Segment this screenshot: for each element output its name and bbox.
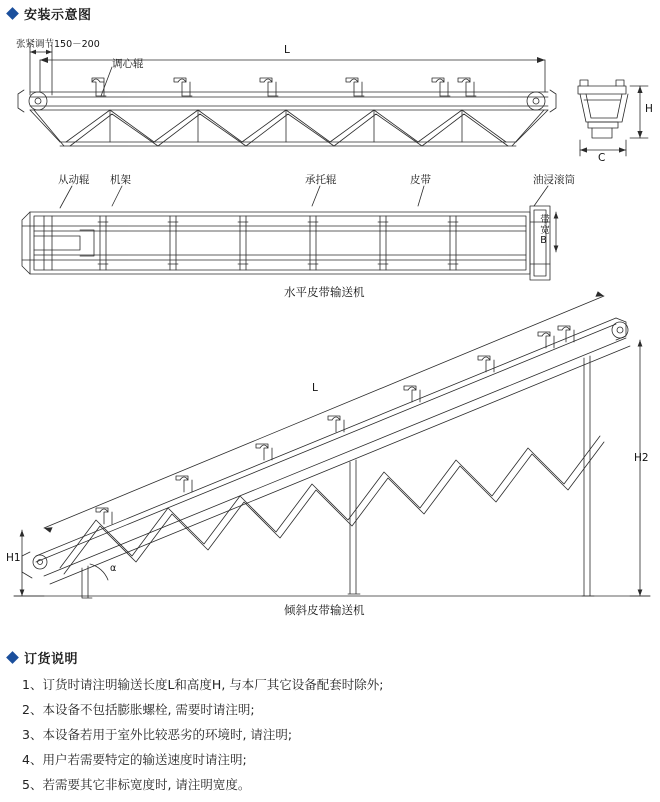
note-item: 5、若需要其它非标宽度时, 请注明宽度。 bbox=[22, 777, 251, 792]
caption-incline-conveyor: 倾斜皮带输送机 bbox=[284, 603, 365, 617]
section-title-order: 订货说明 bbox=[24, 652, 79, 667]
label-H2: H2 bbox=[634, 452, 649, 464]
label-oil-immersed-drum: 油浸滚筒 bbox=[533, 174, 575, 186]
label-dim-C: C bbox=[598, 152, 606, 164]
label-centering-roller: 调心辊 bbox=[112, 58, 144, 70]
note-item: 3、本设备若用于室外比较恶劣的环境时, 请注明; bbox=[22, 727, 293, 742]
note-item: 4、用户若需要特定的输送速度时请注明; bbox=[22, 752, 247, 767]
label-tension-adjust: 张紧调节150－200 bbox=[16, 39, 100, 50]
note-item: 2、本设备不包括膨胀螺栓, 需要时请注明; bbox=[22, 702, 255, 717]
section-title-install: 安装示意图 bbox=[24, 8, 92, 23]
diamond-bullet-icon-2 bbox=[6, 651, 19, 664]
label-support-roller: 承托辊 bbox=[305, 174, 337, 186]
label-angle: α bbox=[110, 563, 117, 574]
label-belt: 皮带 bbox=[410, 174, 431, 186]
note-item: 1、订货时请注明输送长度L和高度H, 与本厂其它设备配套时除外; bbox=[22, 677, 384, 692]
label-length-L-incline: L bbox=[312, 382, 318, 394]
ordering-notes-list bbox=[22, 672, 652, 797]
label-belt-width-B: 带宽B bbox=[538, 214, 549, 247]
label-driven-roller: 从动辊 bbox=[58, 174, 90, 186]
label-dim-H: H bbox=[645, 103, 653, 115]
label-frame: 机架 bbox=[110, 174, 131, 186]
section-heading-order bbox=[8, 648, 78, 667]
caption-horizontal-conveyor: 水平皮带输送机 bbox=[284, 285, 365, 299]
label-length-L-top: L bbox=[284, 44, 290, 56]
label-H1: H1 bbox=[6, 552, 21, 564]
